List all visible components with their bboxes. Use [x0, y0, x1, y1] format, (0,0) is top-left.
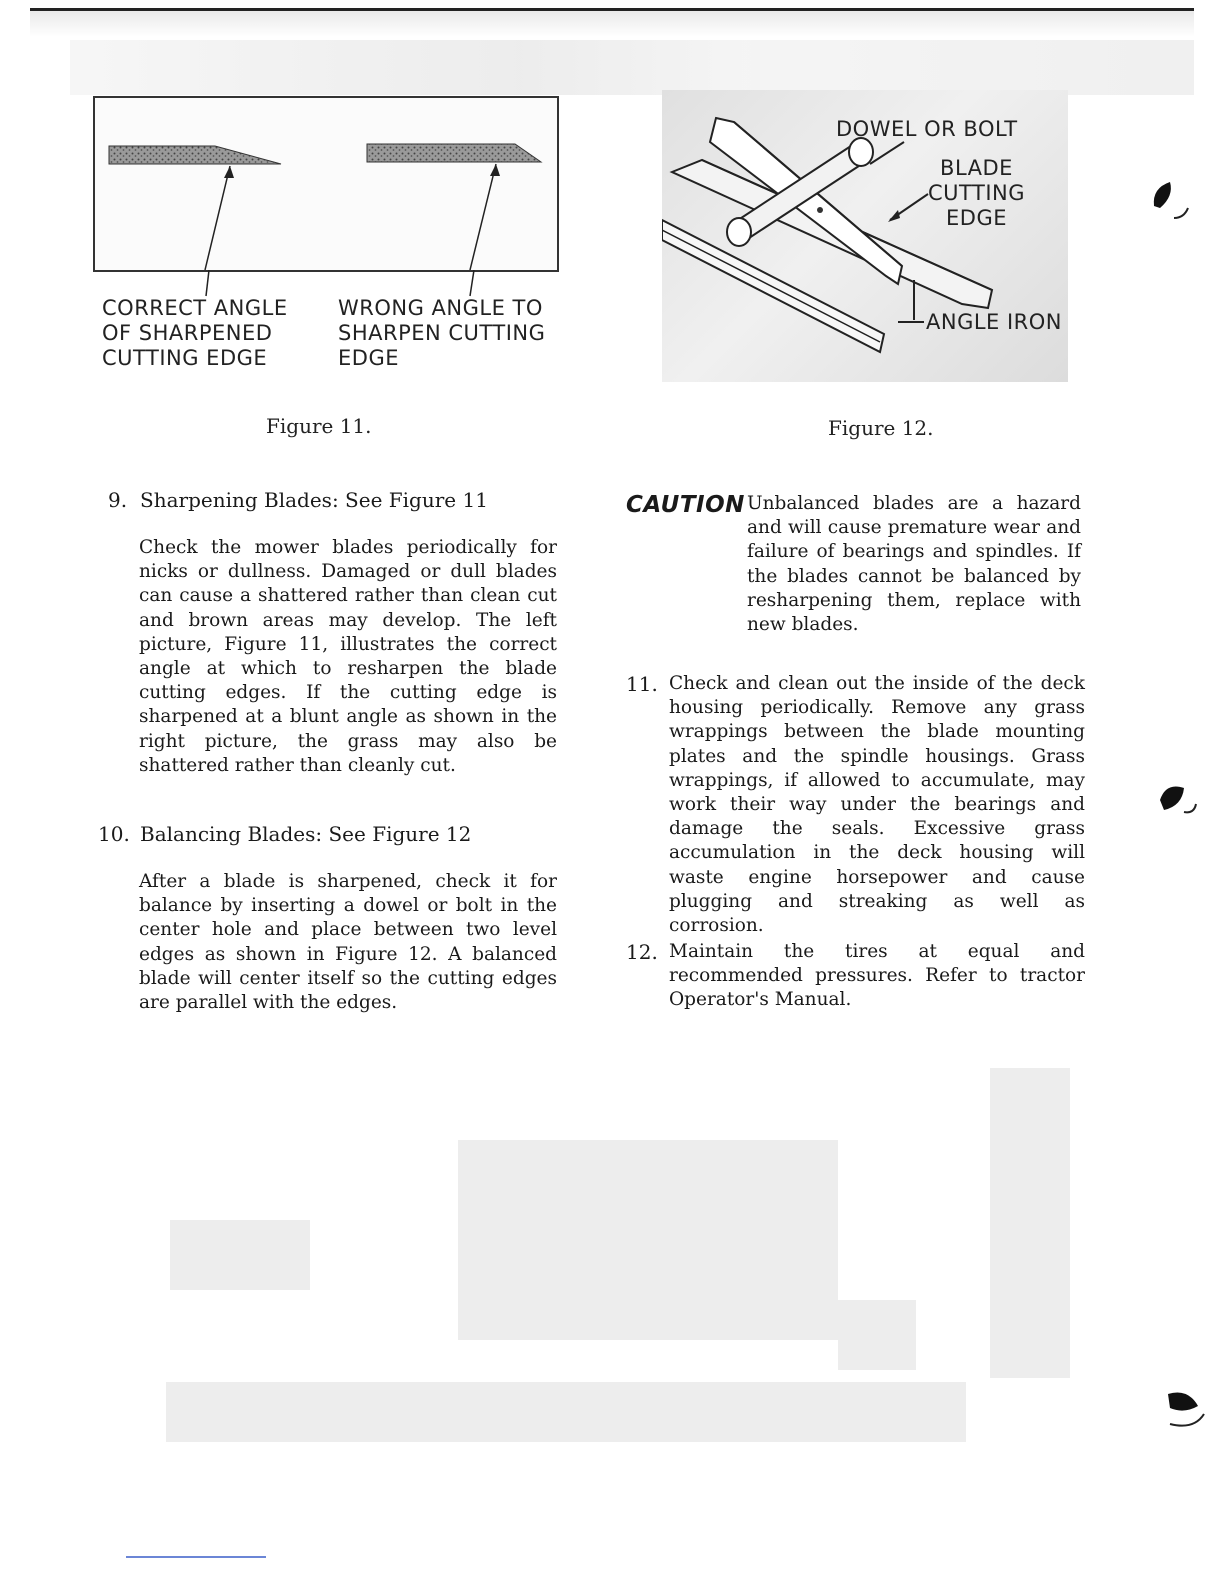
bleed-through-smudge — [170, 1220, 310, 1290]
bleed-through-smudge — [458, 1140, 838, 1340]
item-11-number: 11. — [626, 672, 658, 696]
item-11-body: Check and clean out the inside of the deck housing periodically. Remove any grass wrappings between the blade mounting plates and the spindle housings. Grass wrappings, if allowed to accumulate, may work their way under the bearings and damage the seals. Excessive grass accumulation in the deck housing will waste engine horsepower and cause plugging and streaking as well as corrosion. — [669, 673, 1085, 937]
item-10-number: 10. — [98, 822, 130, 846]
binder-mark-bottom — [1164, 1386, 1210, 1436]
bleed-through-smudge — [166, 1382, 966, 1442]
bleed-through-smudge — [838, 1300, 916, 1370]
wrong-angle-blade — [367, 144, 541, 162]
item-9-body: Check the mower blades periodically for nicks or dullness. Damaged or dull blades can cause a shattered rather than clean cut and brown areas may develop. The left picture, Figure 11, illustrates the correct angle at which to resharpen the blade cutting edges. If the cutting edge is sharpened at a blunt angle as shown in the right picture, the grass may also be shattered rather than cleanly cut. — [139, 537, 557, 776]
figure-11-caption: Figure 11. — [266, 414, 372, 438]
figure-11-illustration — [93, 96, 559, 272]
correct-angle-label: CORRECT ANGLE OF SHARPENED CUTTING EDGE — [102, 296, 288, 370]
wrong-angle-leader — [470, 164, 496, 270]
correct-angle-blade — [109, 146, 281, 164]
item-10-title: Balancing Blades: See Figure 12 — [140, 822, 472, 846]
dowel-or-bolt-label: DOWEL OR BOLT — [836, 117, 1018, 141]
footer-rule — [126, 1556, 266, 1558]
item-9-title: Sharpening Blades: See Figure 11 — [140, 488, 488, 512]
figure-12-caption: Figure 12. — [828, 416, 934, 440]
bleed-through-smudge — [990, 1068, 1070, 1378]
item-10-body: After a blade is sharpened, check it for balance by inserting a dowel or bolt in the center hole and place between two level edges as shown in Figure 12. A balanced blade will center itself so the cutting edges are parallel with the edges. — [139, 871, 557, 1014]
caution-text: Unbalanced blades are a hazard and will cause premature wear and failure of bearings and spindles. If the blades cannot be balanced by resharpening them, replace with new blades. — [747, 493, 1081, 636]
scan-top-edge — [30, 8, 1194, 37]
blade-edge-diagram — [95, 98, 557, 270]
item-12-number: 12. — [626, 940, 658, 964]
angle-iron-label: ANGLE IRON — [926, 310, 1063, 334]
scan-bleed-band — [70, 40, 1194, 95]
binder-mark-middle — [1156, 780, 1202, 830]
wrong-angle-label: WRONG ANGLE TO SHARPEN CUTTING EDGE — [338, 296, 546, 370]
item-9-number: 9. — [108, 488, 128, 512]
item-12-body: Maintain the tires at equal and recommended pressures. Refer to tractor Operator's Manual. — [669, 941, 1085, 1011]
blade-cutting-edge-label: BLADE CUTTING EDGE — [928, 156, 1025, 230]
caution-label: CAUTION — [626, 492, 745, 518]
binder-mark-top — [1148, 178, 1196, 228]
correct-angle-leader — [205, 166, 230, 270]
